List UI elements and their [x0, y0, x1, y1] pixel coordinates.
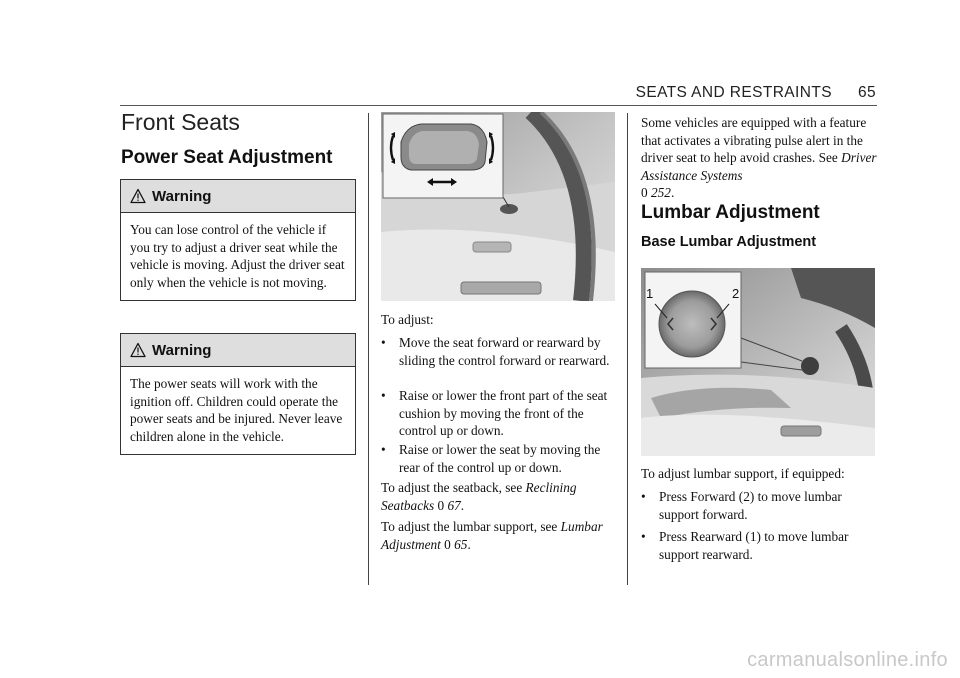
callout-forward: 2 — [732, 286, 740, 301]
warning-icon — [130, 342, 146, 358]
bullet: • — [641, 529, 646, 544]
watermark: carmanualsonline.info — [747, 649, 948, 671]
list-item — [381, 334, 617, 369]
running-header — [636, 84, 876, 102]
subsection-heading: Base Lumbar Adjustment — [641, 234, 817, 250]
list-item-text: Raise or lower the seat by moving the rear of the control up or down. — [399, 442, 601, 475]
intro-text: To adjust: — [381, 312, 434, 327]
seatback-reference: To adjust the seatback, see Reclining Seatbacks 0 67. — [381, 480, 577, 513]
bullet: • — [381, 442, 386, 457]
warning-header — [121, 180, 355, 213]
section-heading: Lumbar Adjustment — [641, 202, 820, 223]
lumbar-reference: To adjust the lumbar support, see Lumbar Adjustment 0 65. — [381, 519, 603, 552]
page-ref[interactable]: 252 — [650, 185, 671, 200]
bullet: • — [381, 388, 386, 403]
page-ref-symbol: 0 — [444, 536, 451, 552]
subsection-heading: Power Seat Adjustment — [121, 147, 333, 168]
warning-header — [121, 334, 355, 367]
reference-text: To adjust the lumbar support, see — [381, 519, 561, 534]
warning-text: The power seats will work with the ignition off. Children could operate the power seats and be injured. Never leave children alone in the vehicle. — [130, 376, 343, 444]
page-ref-symbol: 0 — [641, 185, 648, 200]
warning-icon — [130, 188, 146, 204]
power-seat-control-photo — [381, 112, 615, 301]
warning-label: Warning — [152, 187, 212, 205]
section-title: SEATS AND RESTRAINTS — [635, 84, 832, 101]
lumbar-body-text: To adjust lumbar support, if equipped: — [641, 466, 845, 481]
bullet: • — [641, 489, 646, 504]
warning-box-2 — [120, 333, 356, 455]
section-heading: Front Seats — [121, 109, 240, 135]
list-item-text: Press Rearward (1) to move lumbar support rearward. — [659, 529, 849, 562]
page-ref-symbol: 0 — [437, 497, 445, 513]
warning-label: Warning — [152, 341, 212, 359]
column-divider-2 — [627, 113, 628, 585]
reclining-seatbacks-link[interactable]: Reclining Seatbacks — [381, 480, 577, 513]
page-number: 65 — [857, 84, 876, 101]
warning-text: You can lose control of the vehicle if you try to adjust a driver seat while the vehicle is moving. Adjust the driver seat only when the vehicle is not moving. — [130, 222, 345, 290]
driver-assistance-link[interactable]: Driver Assistance Systems — [641, 150, 877, 183]
vibrating-alert-text: Some vehicles are equipped with a feature that activates a vibrating pulse alert in the driver seat to help avoid crashes. See Driver Assistance Systems 0 252. — [641, 115, 877, 200]
body-text: Some vehicles are equipped with a feature that activates a vibrating pulse alert in the driver seat to help avoid crashes. See — [641, 115, 867, 165]
lumbar-control-photo — [641, 268, 875, 456]
warning-box-1 — [120, 179, 356, 301]
list-item — [381, 441, 617, 476]
bullet: • — [381, 335, 386, 350]
list-item-text: Move the seat forward or rearward by sliding the control forward or rearward. — [399, 335, 610, 368]
page-ref[interactable]: 65 — [454, 536, 468, 552]
column-divider-1 — [368, 113, 369, 585]
header-rule — [120, 105, 877, 106]
list-item-text: Press Forward (2) to move lumbar support forward. — [659, 489, 842, 522]
callout-rearward: 1 — [646, 286, 654, 301]
list-item-text: Raise or lower the front part of the seat cushion by moving the front of the control up or down. — [399, 388, 608, 438]
list-item — [641, 528, 881, 563]
list-item — [381, 387, 617, 440]
page-ref[interactable]: 67 — [447, 497, 461, 513]
lumbar-adjustment-link[interactable]: Lumbar Adjustment — [381, 519, 603, 552]
reference-text: To adjust the seatback, see — [381, 480, 526, 495]
list-item — [641, 488, 881, 523]
